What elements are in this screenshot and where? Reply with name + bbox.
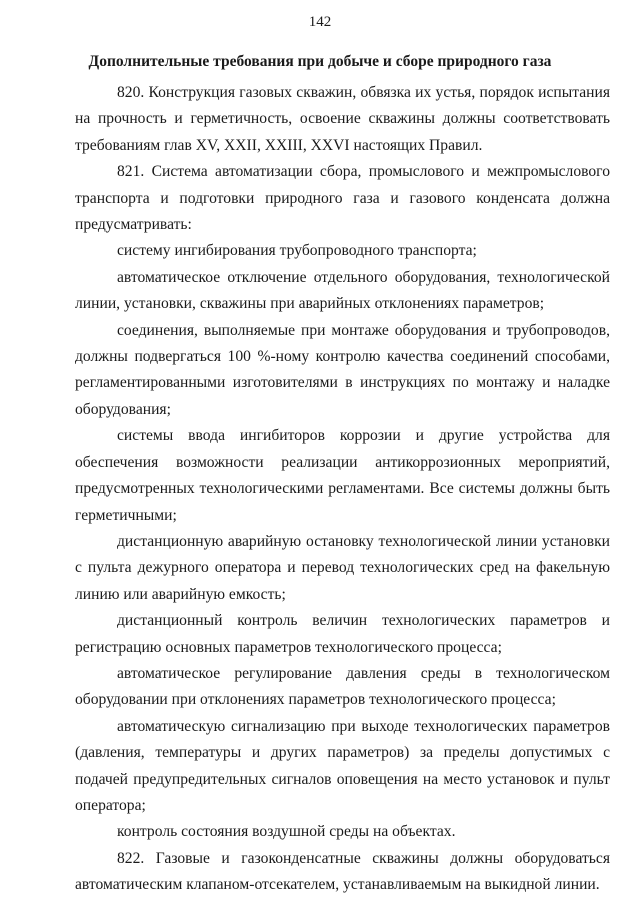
paragraph-820: 820. Конструкция газовых скважин, обвязка их устья, порядок испытания на прочность и герметичность, освоение скважины должны соответствовать требованиям глав XV, XXII, XXIII, XXVI настоящих Правил. bbox=[75, 84, 610, 154]
list-item: соединения, выполняемые при монтаже оборудования и трубопроводов, должны подвергаться 100 %-ному контролю качества соединений способами, регламентированными изготовителями в инструкциях по монтажу и наладке оборудования; bbox=[75, 321, 610, 418]
body-text bbox=[75, 80, 610, 899]
list-item: автоматическое отключение отдельного оборудования, технологической линии, установки, скважины при аварийных отклонениях параметров; bbox=[75, 268, 610, 313]
section-heading: Дополнительные требования при добыче и сборе природного газа bbox=[88, 53, 552, 70]
list-item: систему ингибирования трубопроводного транспорта; bbox=[117, 242, 477, 260]
list-item: контроль состояния воздушной среды на объектах. bbox=[117, 823, 456, 841]
page-number: 142 bbox=[308, 14, 332, 30]
list-item: автоматическую сигнализацию при выходе технологических параметров (давления, температуры и других параметров) за пределы допустимых с подачей предупредительных сигналов оповещения на место установок и пульт оператора; bbox=[75, 717, 610, 814]
list-item: системы ввода ингибиторов коррозии и другие устройства для обеспечения возможности реализации антикоррозионных мероприятий, предусмотренных технологическими регламентами. Все системы должны быть герметичными; bbox=[75, 427, 610, 524]
list-item: дистанционный контроль величин технологических параметров и регистрацию основных параметров технологического процесса; bbox=[75, 612, 610, 656]
paragraph-821: 821. Система автоматизации сбора, промыслового и межпромыслового транспорта и подготовки природного газа и газового конденсата должна предусматривать: bbox=[75, 163, 610, 234]
list-item: автоматическое регулирование давления среды в технологическом оборудовании при отклонениях параметров технологического процесса; bbox=[75, 664, 610, 709]
paragraph-822: 822. Газовые и газоконденсатные скважины должны оборудоваться автоматическим клапаном-отсекателем, устанавливаемым на выкидной линии. bbox=[75, 849, 610, 894]
list-item: дистанционную аварийную остановку технологической линии установки с пульта дежурного оператора и перевод технологических сред на факельную линию или аварийную емкость; bbox=[75, 532, 610, 603]
